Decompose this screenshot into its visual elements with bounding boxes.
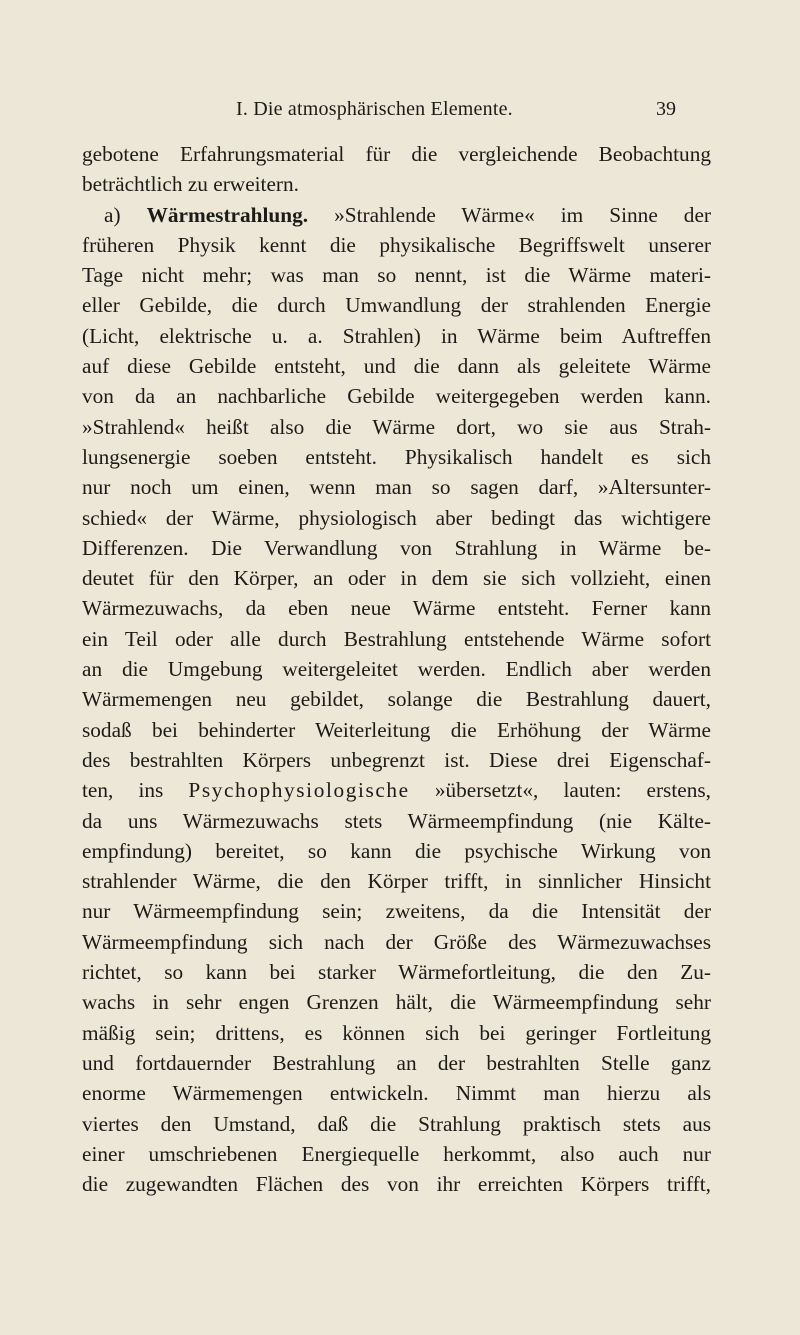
text-line: gebotene Erfahrungsmaterial für die vergleichende Beobachtung bbox=[82, 142, 711, 166]
text-fragment: »übersetzt«, lauten: erstens, bbox=[409, 778, 711, 803]
text-line: deutet für den Körper, an oder in dem sie sich vollzieht, einen bbox=[82, 566, 711, 591]
text-line-emphasis bbox=[82, 775, 711, 805]
emphasized-term: Psychophysiologische bbox=[188, 778, 410, 803]
text-line: viertes den Umstand, daß die Strahlung praktisch stets aus bbox=[82, 1111, 711, 1136]
text-line: Differenzen. Die Verwandlung von Strahlung in Wärme be- bbox=[82, 535, 711, 560]
text-line: wachs in sehr engen Grenzen hält, die Wärmeempfindung sehr bbox=[82, 990, 711, 1015]
text-line: richtet, so kann bei starker Wärmefortleitung, die den Zu- bbox=[82, 960, 711, 985]
text-line: Wärmemengen neu gebildet, solange die Bestrahlung dauert, bbox=[82, 687, 711, 712]
text-line: einer umschriebenen Energiequelle herkommt, also auch nur bbox=[82, 1141, 711, 1166]
text-line: beträchtlich zu erweitern. bbox=[82, 172, 299, 197]
page-number: 39 bbox=[656, 98, 676, 120]
text-line: eller Gebilde, die durch Umwandlung der strahlenden Energie bbox=[82, 293, 711, 318]
text-line: lungsenergie soeben entsteht. Physikalisch handelt es sich bbox=[82, 444, 711, 469]
text-line: Wärmeempfindung sich nach der Größe des Wärmezuwachses bbox=[82, 929, 711, 954]
text-line: nur Wärmeempfindung sein; zweitens, da die Intensität der bbox=[82, 899, 711, 924]
running-title: I. Die atmosphärischen Elemente. bbox=[236, 98, 513, 120]
text-line: Wärmezuwachs, da eben neue Wärme entsteht. Ferner kann bbox=[82, 596, 711, 621]
text-line: des bestrahlten Körpers unbegrenzt ist. Diese drei Eigenschaf- bbox=[82, 747, 711, 772]
text-line: da uns Wärmezuwachs stets Wärmeempfindung (nie Kälte- bbox=[82, 808, 711, 833]
page-header bbox=[236, 98, 676, 128]
text-line: früheren Physik kennt die physikalische Begriffswelt unserer bbox=[82, 232, 711, 257]
text-line: die zugewandten Flächen des von ihr erreichten Körpers trifft, bbox=[82, 1172, 711, 1197]
text-line: sodaß bei behinderter Weiterleitung die Erhöhung der Wärme bbox=[82, 717, 711, 742]
text-fragment: ten, ins bbox=[82, 778, 189, 803]
text-line: auf diese Gebilde entsteht, und die dann als geleitete Wärme bbox=[82, 354, 711, 379]
text-line: empfindung) bereitet, so kann die psychische Wirkung von bbox=[82, 838, 711, 863]
text-fragment: »Strahlende Wärme« im Sinne der bbox=[308, 202, 711, 227]
text-line: von da an nachbarliche Gebilde weitergegeben werden kann. bbox=[82, 384, 711, 409]
text-line: strahlender Wärme, die den Körper trifft, in sinnlicher Hinsicht bbox=[82, 869, 711, 894]
text-line: mäßig sein; drittens, es können sich bei geringer Fortleitung bbox=[82, 1020, 711, 1045]
text-line: und fortdauernder Bestrahlung an der bestrahlten Stelle ganz bbox=[82, 1050, 711, 1075]
section-heading-line bbox=[82, 200, 711, 230]
text-line: enorme Wärmemengen entwickeln. Nimmt man hierzu als bbox=[82, 1081, 711, 1106]
text-line: ein Teil oder alle durch Bestrahlung entstehende Wärme sofort bbox=[82, 626, 711, 651]
text-line: an die Umgebung weitergeleitet werden. Endlich aber werden bbox=[82, 657, 711, 682]
text-line: »Strahlend« heißt also die Wärme dort, wo sie aus Strah- bbox=[82, 414, 711, 439]
section-marker: a) bbox=[104, 202, 147, 227]
text-line: schied« der Wärme, physiologisch aber bedingt das wichtigere bbox=[82, 505, 711, 530]
text-line: nur noch um einen, wenn man so sagen darf, »Altersunter- bbox=[82, 475, 711, 500]
body-text bbox=[82, 139, 711, 1199]
text-line: Tage nicht mehr; was man so nennt, ist die Wärme materi- bbox=[82, 263, 711, 288]
section-heading: Wärmestrahlung. bbox=[146, 202, 309, 227]
text-line: (Licht, elektrische u. a. Strahlen) in Wärme beim Auftreffen bbox=[82, 323, 711, 348]
